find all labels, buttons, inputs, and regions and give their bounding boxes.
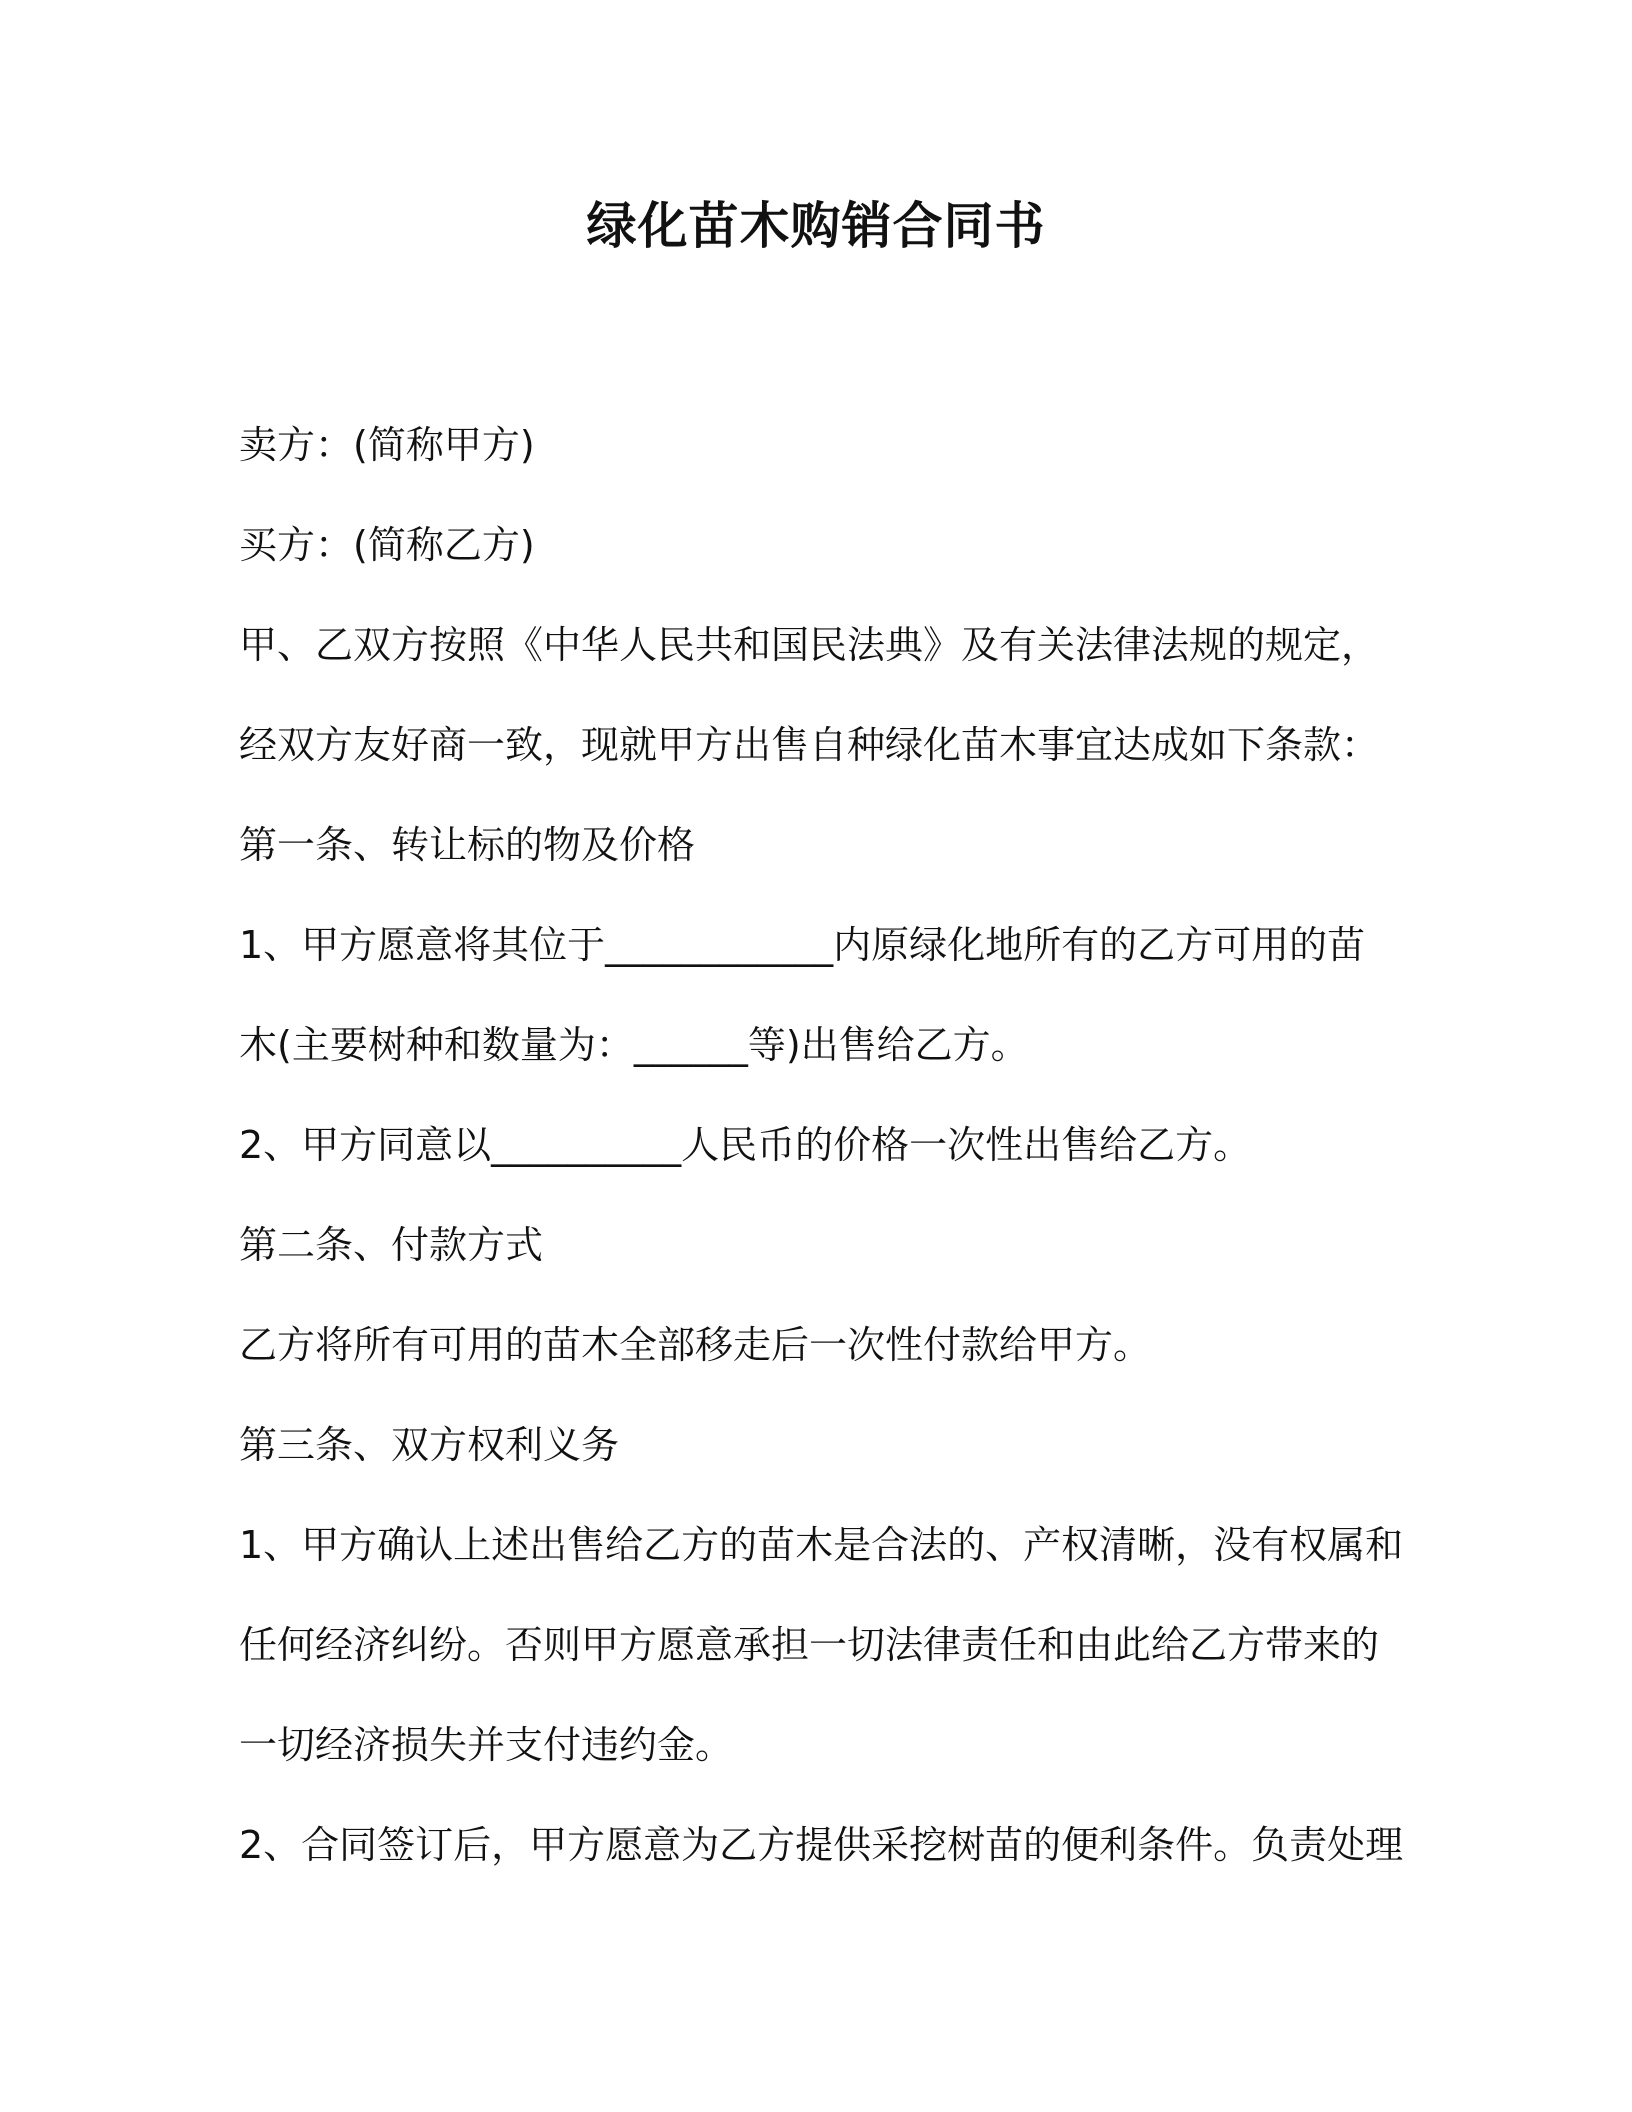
document-title: 绿化苗木购销合同书 <box>586 197 1046 255</box>
article-3-item-1-line-3: 一切经济损失并支付违约金。 <box>239 1723 734 1767</box>
article-3-item-2-line-1: 2、合同签订后，甲方愿意为乙方提供采挖树苗的便利条件。负责处理 <box>239 1823 1404 1867</box>
article-1-item-2: 2、甲方同意以__________人民币的价格一次性出售给乙方。 <box>239 1123 1252 1167</box>
article-1-item-1-line-1: 1、甲方愿意将其位于____________内原绿化地所有的乙方可用的苗 <box>239 923 1366 967</box>
preamble-line-2: 经双方友好商一致，现就甲方出售自种绿化苗木事宜达成如下条款： <box>239 723 1380 767</box>
buyer-line: 买方：(简称乙方) <box>239 523 535 567</box>
article-1-heading: 第一条、转让标的物及价格 <box>239 823 696 867</box>
preamble-line-1: 甲、乙双方按照《中华人民共和国民法典》及有关法律法规的规定， <box>239 623 1380 667</box>
article-2-body: 乙方将所有可用的苗木全部移走后一次性付款给甲方。 <box>239 1323 1152 1367</box>
article-1-item-1-line-2: 木(主要树种和数量为：______等)出售给乙方。 <box>239 1023 1029 1067</box>
article-3-item-1-line-2: 任何经济纠纷。否则甲方愿意承担一切法律责任和由此给乙方带来的 <box>239 1623 1380 1667</box>
article-3-item-1-line-1: 1、甲方确认上述出售给乙方的苗木是合法的、产权清晰，没有权属和 <box>239 1523 1404 1567</box>
seller-line: 卖方：(简称甲方) <box>239 423 535 467</box>
article-2-heading: 第二条、付款方式 <box>239 1223 544 1267</box>
article-3-heading: 第三条、双方权利义务 <box>239 1423 620 1467</box>
